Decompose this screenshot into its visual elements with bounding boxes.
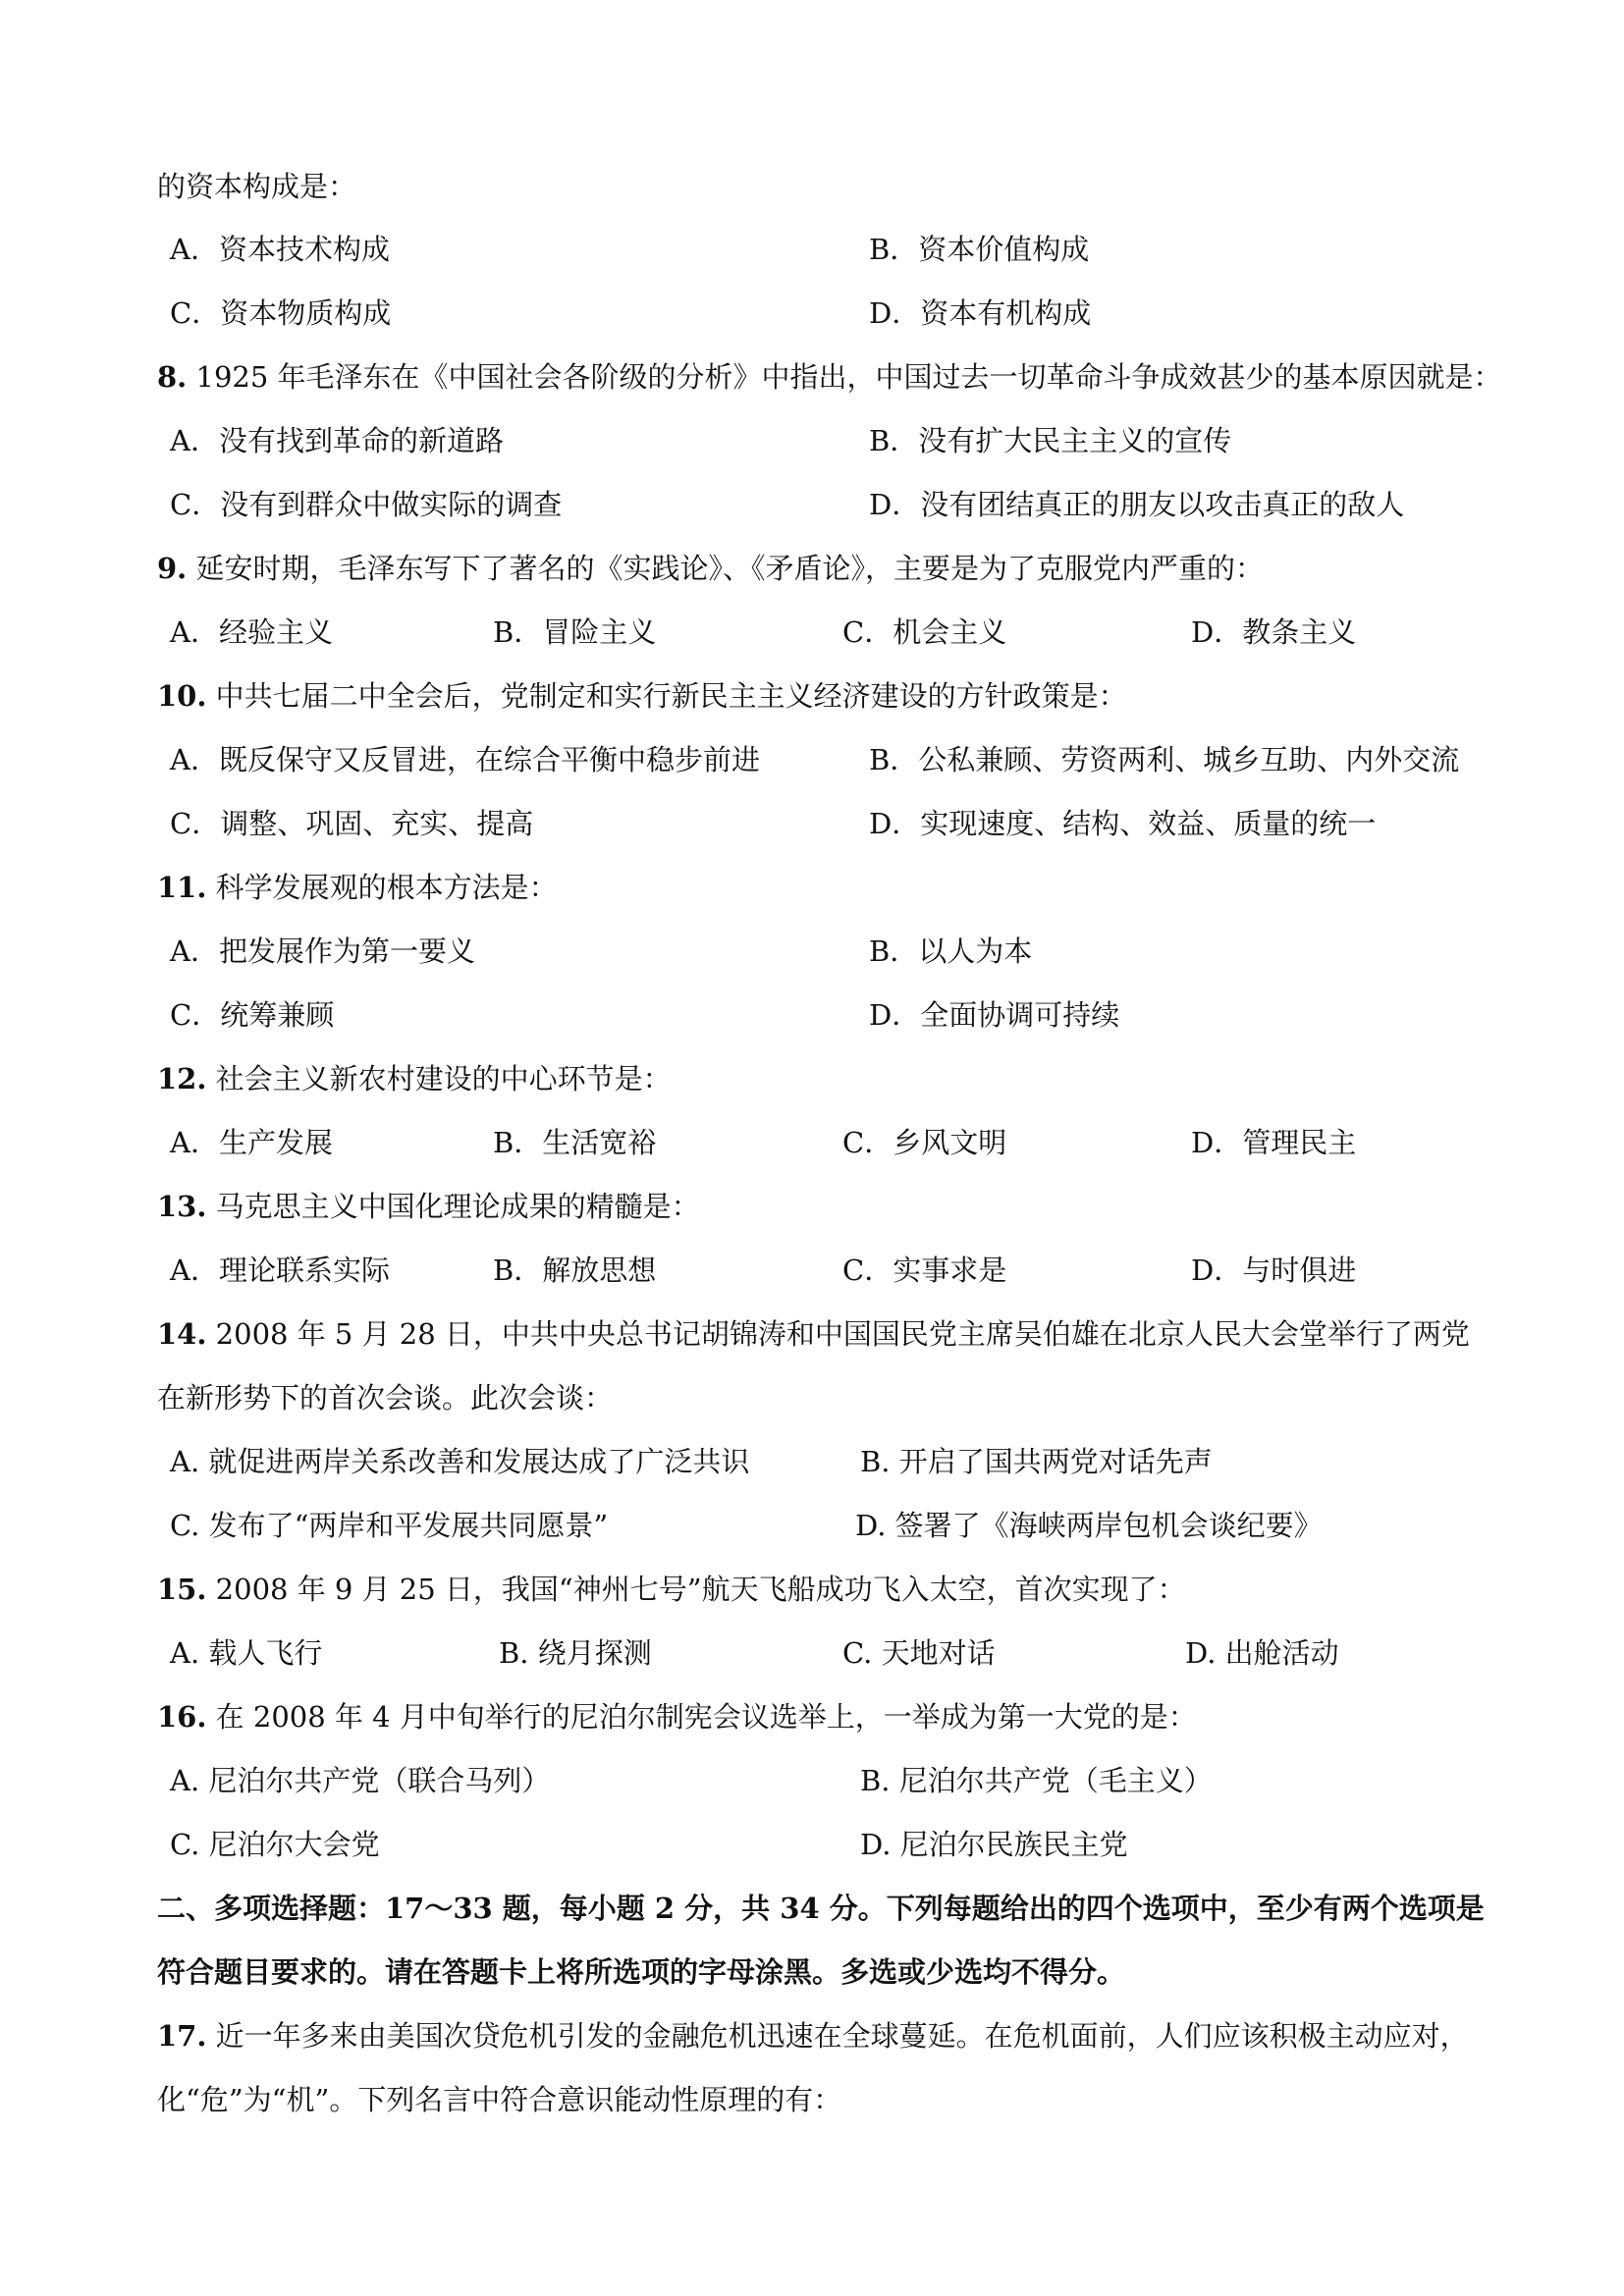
q11-option-b: B．以人为本: [869, 934, 1033, 968]
q10-option-c: C．调整、巩固、充实、提高: [170, 807, 534, 840]
question-11: [157, 868, 1492, 907]
question-7-fragment: 的资本构成是：: [157, 170, 357, 203]
q16-option-c: C. 尼泊尔大会党: [170, 1828, 380, 1861]
question-10: [157, 676, 1492, 716]
question-13: [157, 1187, 1492, 1226]
question-number: 15.: [157, 1573, 207, 1606]
q16-option-a: A. 尼泊尔共产党（联合马列）: [170, 1764, 551, 1797]
question-text: 在 2008 年 4 月中旬举行的尼泊尔制宪会议选举上，一举成为第一大党的是：: [206, 1700, 1197, 1734]
question-number: 16.: [157, 1700, 207, 1734]
q9-option-d: D．教条主义: [1191, 615, 1357, 649]
question-number: 11.: [157, 871, 207, 904]
question-9: [157, 549, 1492, 588]
q11-option-d: D．全面协调可持续: [869, 998, 1120, 1032]
question-number: 14.: [157, 1317, 207, 1351]
q16-option-d: D. 尼泊尔民族民主党: [860, 1828, 1128, 1861]
q7-option-d: D．资本有机构成: [869, 296, 1092, 330]
q14-option-c: C. 发布了“两岸和平发展共同愿景”: [170, 1509, 609, 1542]
question-text: 近一年多来由美国次贷危机引发的金融危机迅速在全球蔓延。在危机面前，人们应该积极主动应对，化“危”为“机”。下列名言中符合意识能动性原理的有：: [157, 2019, 1469, 2116]
q13-option-b: B．解放思想: [493, 1254, 657, 1287]
q11-option-a: A．把发展作为第一要义: [170, 934, 475, 968]
question-number: 13.: [157, 1190, 207, 1223]
question-text: 科学发展观的根本方法是：: [206, 871, 558, 904]
q10-option-a: A．既反保守又反冒进，在综合平衡中稳步前进: [170, 743, 760, 776]
q10-option-b: B．公私兼顾、劳资两利、城乡互助、内外交流: [869, 743, 1460, 776]
q10-option-d: D．实现速度、结构、效益、质量的统一: [869, 807, 1377, 840]
q14-option-d: D. 签署了《海峡两岸包机会谈纪要》: [855, 1509, 1323, 1542]
q15-option-b: B. 绕月探测: [499, 1636, 652, 1670]
q9-option-b: B．冒险主义: [493, 615, 657, 649]
question-text: 马克思主义中国化理论成果的精髓是：: [206, 1190, 700, 1223]
question-8: [157, 357, 1502, 397]
q12-option-a: A．生产发展: [170, 1126, 333, 1159]
q13-option-c: C．实事求是: [842, 1254, 1007, 1287]
question-number: 9.: [157, 552, 188, 585]
q15-option-c: C. 天地对话: [842, 1636, 996, 1670]
question-text: 2008 年 9 月 25 日，我国“神州七号”航天飞船成功飞入太空，首次实现了：: [206, 1573, 1186, 1606]
q7-option-a: A．资本技术构成: [170, 233, 390, 266]
q15-option-a: A. 载人飞行: [170, 1636, 323, 1670]
question-12: [157, 1059, 1492, 1098]
question-number: 10.: [157, 679, 207, 713]
section-2-instructions: 二、多项选择题：17～33 题，每小题 2 分，共 34 分。下列每题给出的四个选项中，至少有两个选项是符合题目要求的。请在答题卡上将所选项的字母涂黑。多选或少选均不得分。: [157, 1892, 1485, 1989]
q11-option-c: C．统筹兼顾: [170, 998, 335, 1032]
question-number: 12.: [157, 1062, 207, 1095]
question-text: 2008 年 5 月 28 日，中共中央总书记胡锦涛和中国国民党主席吴伯雄在北京人民大会堂举行了两党在新形势下的首次会谈。此次会谈：: [157, 1317, 1470, 1415]
q12-option-c: C．乡风文明: [842, 1126, 1007, 1159]
question-17: [157, 2004, 1492, 2132]
question-text: 延安时期，毛泽东写下了著名的《实践论》、《矛盾论》，主要是为了克服党内严重的：: [187, 552, 1265, 585]
question-number: 8.: [157, 360, 188, 394]
q7-option-c: C．资本物质构成: [170, 296, 392, 330]
q15-option-d: D. 出舱活动: [1185, 1636, 1339, 1670]
question-text: 社会主义新农村建设的中心环节是：: [206, 1062, 672, 1095]
question-14: [157, 1303, 1492, 1430]
q9-option-c: C．机会主义: [842, 615, 1007, 649]
q7-option-b: B．资本价值构成: [869, 233, 1090, 266]
q13-option-d: D．与时俱进: [1191, 1254, 1357, 1287]
q9-option-a: A．经验主义: [170, 615, 333, 649]
question-16: [157, 1697, 1492, 1736]
question-15: [157, 1570, 1492, 1609]
q13-option-a: A．理论联系实际: [170, 1254, 390, 1287]
q8-option-c: C．没有到群众中做实际的调查: [170, 488, 563, 521]
q14-option-b: B. 开启了国共两党对话先声: [860, 1445, 1213, 1478]
q8-option-a: A．没有找到革命的新道路: [170, 424, 504, 457]
q12-option-d: D．管理民主: [1191, 1126, 1357, 1159]
q8-option-d: D．没有团结真正的朋友以攻击真正的敌人: [869, 488, 1405, 521]
question-text: 中共七届二中全会后，党制定和实行新民主主义经济建设的方针政策是：: [206, 679, 1127, 713]
q12-option-b: B．生活宽裕: [493, 1126, 657, 1159]
question-text: 1925 年毛泽东在《中国社会各阶级的分析》中指出，中国过去一切革命斗争成效甚少的基本原因就是：: [187, 360, 1502, 394]
q14-option-a: A. 就促进两岸关系改善和发展达成了广泛共识: [170, 1445, 750, 1478]
q8-option-b: B．没有扩大民主主义的宣传: [869, 424, 1232, 457]
question-number: 17.: [157, 2019, 207, 2053]
q16-option-b: B. 尼泊尔共产党（毛主义）: [860, 1764, 1213, 1797]
